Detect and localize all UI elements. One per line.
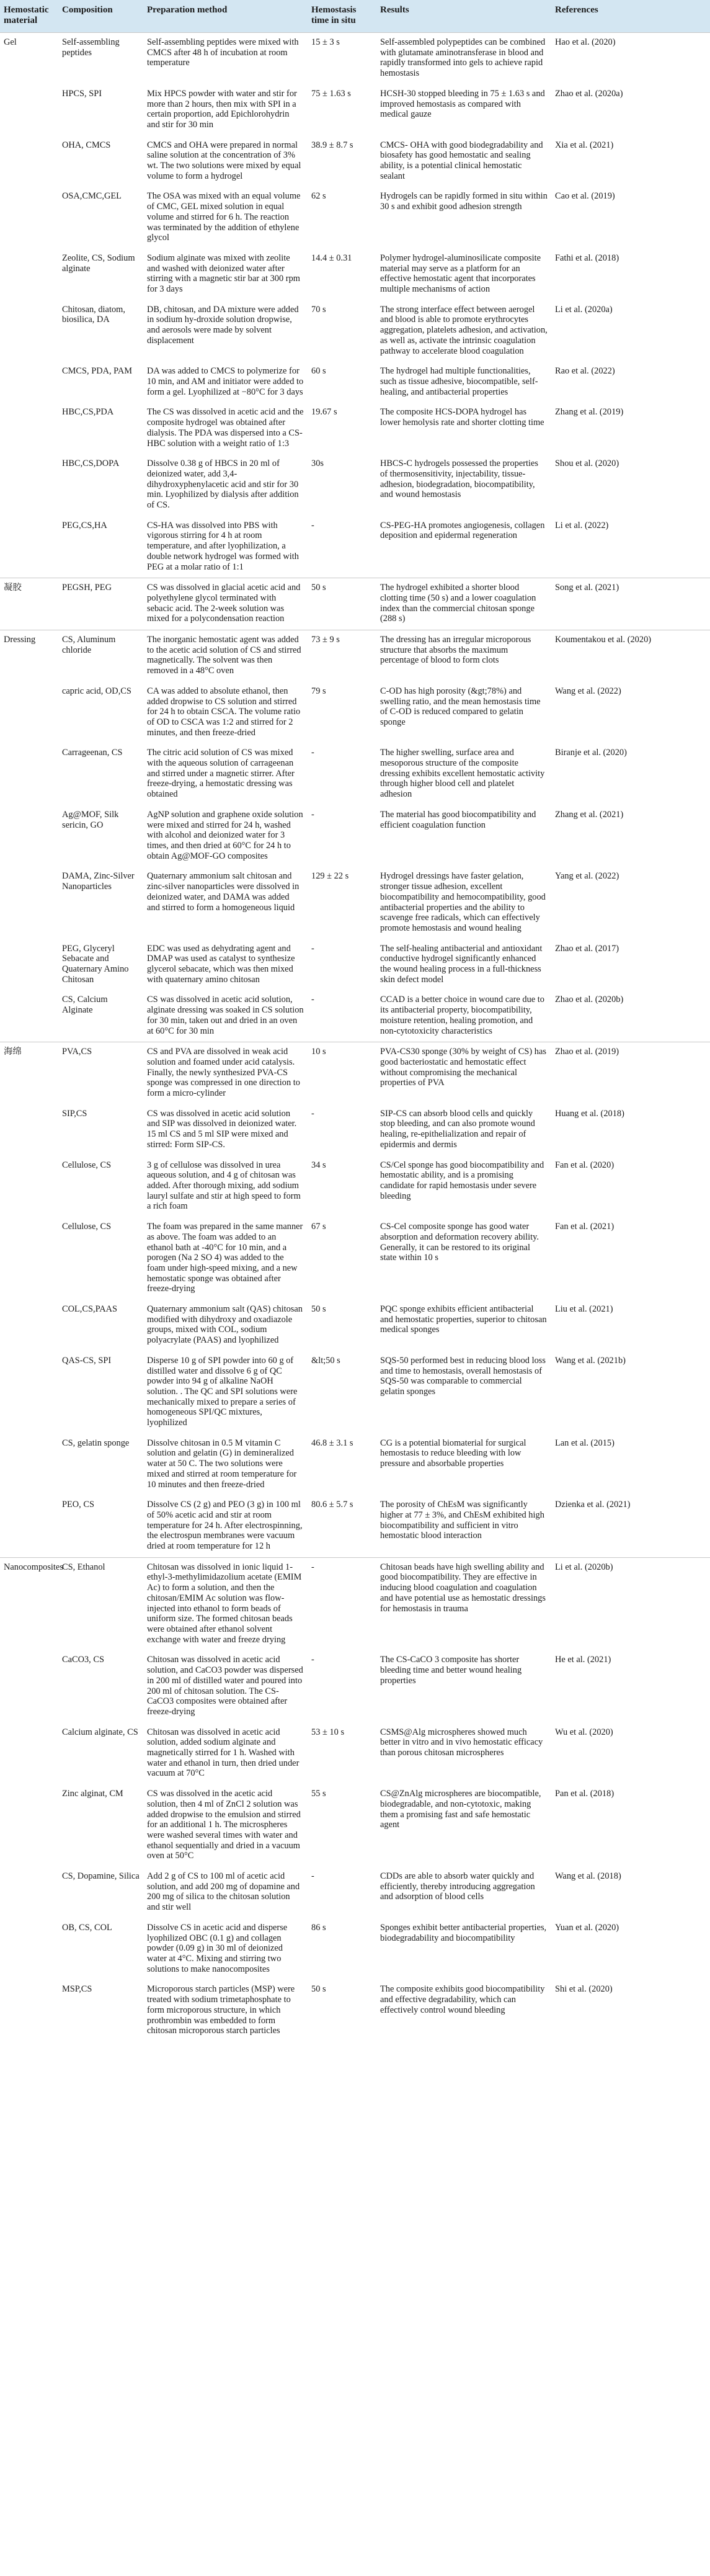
cell-results: CCAD is a better choice in wound care due to its antibacterial property, biocompatibility, moisture retention, healing promotion, and non-cytotoxicity characteristics <box>380 995 544 1036</box>
cell-preparation-method: Self-assembling peptides were mixed with CMCS after 48 h of incubation at room temperature <box>143 33 308 84</box>
table-row <box>0 805 710 867</box>
cell-results: CS-Cel composite sponge has good water absorption and deformation recovery ability. Generally, it can be restored to its original state within 10 s <box>380 1222 539 1263</box>
cell-results: The strong interface effect between aerogel and blood is able to promote erythrocytes aggregation, platelets adhesion, and activation, as well as, activate the intrinsic coagulation pathway to accelerate blood coagulation <box>380 304 548 356</box>
cell-reference: Wang et al. (2022) <box>555 686 621 696</box>
cell-hemostasis-time: 15 ± 3 s <box>308 33 376 84</box>
cell-hemostasis-time: 19.67 s <box>311 407 337 418</box>
cell-reference: Zhao et al. (2020b) <box>555 995 624 1005</box>
cell-composition: OSA,CMC,GEL <box>62 191 122 202</box>
cell-reference: Wang et al. (2018) <box>555 1871 621 1882</box>
table-row <box>0 578 710 630</box>
cell-reference: Koumentakou et al. (2020) <box>551 630 710 682</box>
cell-reference: Huang et al. (2018) <box>555 1108 624 1119</box>
cell-material: Gel <box>0 33 58 84</box>
cell-preparation-method: CS was dissolved in acetic acid solution, alginate dressing was soaked in CS solution for 30 min, taken out and dried in an oven at 60°C for 30 min <box>147 995 304 1036</box>
table-row <box>0 1042 710 1104</box>
cell-preparation-method: Chitosan was dissolved in acetic acid solution, added sodium alginate and magnetically stirred for 1 h. Washed with water and ethanol in turn, then dried under vacuum at 70°C <box>147 1727 300 1779</box>
cell-reference: Li et al. (2020b) <box>551 1557 710 1650</box>
cell-material <box>0 454 58 516</box>
header-row <box>0 0 710 33</box>
cell-reference: Wu et al. (2020) <box>555 1727 613 1737</box>
cell-hemostasis-time: 38.9 ± 8.7 s <box>311 140 353 150</box>
table-row <box>0 1434 710 1496</box>
cell-composition: CS, Ethanol <box>58 1557 143 1650</box>
cell-hemostasis-time: 75 ± 1.63 s <box>311 88 351 99</box>
cell-composition: SIP,CS <box>62 1108 87 1119</box>
table-row <box>0 990 710 1042</box>
cell-preparation-method: CS was dissolved in acetic acid solution and SIP was dissolved in deionized water. 15 ml CS and 5 ml SIP were mixed and stirred: Form SIP-CS. <box>147 1108 297 1150</box>
table-row <box>0 939 710 991</box>
cell-material <box>0 1723 58 1785</box>
cell-material <box>0 300 58 362</box>
cell-preparation-method: Add 2 g of CS to 100 ml of acetic acid solution, and add 200 mg of dopamine and 200 mg of silica to the chitosan solution and stir well <box>147 1871 300 1913</box>
cell-preparation-method: CA was added to absolute ethanol, then added dropwise to CS solution and stirred for 24 h to obtain CSCA. The volume ratio of OD to CSCA was 1:2 and stirred for 2 minutes, and then freeze-dried <box>147 686 301 738</box>
cell-composition: COL,CS,PAAS <box>62 1304 118 1315</box>
cell-composition: PEGSH, PEG <box>58 578 143 630</box>
cell-material: Dressing <box>0 630 58 682</box>
cell-preparation-method: The OSA was mixed with an equal volume of CMC, GEL mixed solution in equal volume and stirred for 6 h. The reaction was terminated by the addition of ethylene glycol <box>147 191 301 243</box>
table-row <box>0 136 710 187</box>
cell-material <box>0 805 58 867</box>
cell-results: The porosity of ChEsM was significantly higher at 77 ± 3%, and ChEsM exhibited high biocompatibility and sufficient in vitro hemostatic blood interaction <box>380 1500 544 1541</box>
header-hemostasis-time: Hemostasis time in situ <box>308 0 376 33</box>
cell-hemostasis-time: 55 s <box>311 1789 326 1799</box>
cell-material: Nanocomposites <box>0 1557 58 1650</box>
cell-composition: Carrageenan, CS <box>62 748 123 758</box>
table-row <box>0 1351 710 1434</box>
cell-preparation-method: 3 g of cellulose was dissolved in urea aqueous solution, and 4 g of chitosan was added. After thorough mixing, add sodium lauryl sulfate and stir at high speed to form a rich foam <box>147 1160 301 1212</box>
cell-preparation-method: Sodium alginate was mixed with zeolite and washed with deionized water after stirring with a magnetic stir bar at 300 rpm for 3 days <box>147 253 300 295</box>
cell-composition: Self-assembling peptides <box>58 33 143 84</box>
cell-composition: CS, Dopamine, Silica <box>62 1871 140 1882</box>
table-row <box>0 249 710 300</box>
cell-results: CMCS- OHA with good biodegradability and biosafety has good hemostatic and sealing ability, is a potential clinical hemostatic sealant <box>380 140 543 181</box>
cell-reference: Li et al. (2020a) <box>555 304 613 315</box>
table-row <box>0 1156 710 1218</box>
cell-results: Polymer hydrogel-aluminosilicate composite material may serve as a platform for an effective hemostatic agent that incorporates multiple mechanisms of action <box>380 253 541 295</box>
cell-hemostasis-time: 30s <box>311 458 324 469</box>
cell-preparation-method: Quaternary ammonium salt (QAS) chitosan modified with dihydroxy and oxadiazole groups, mixed with COL, sodium polyacrylate (PAAS) and lyophilized <box>147 1304 303 1346</box>
cell-results: HCSH-30 stopped bleeding in 75 ± 1.63 s and improved hemostasis as compared with medical gauze <box>380 88 545 120</box>
header-results: Results <box>376 0 551 33</box>
cell-composition: PEO, CS <box>62 1500 94 1510</box>
table-row <box>0 1867 710 1918</box>
table-row <box>0 33 710 84</box>
cell-reference: Yuan et al. (2020) <box>555 1922 619 1933</box>
cell-results: Self-assembled polypeptides can be combined with glutamate aminotransferase in blood and rapidly transformed into gels to achieve rapid hemostasis <box>376 33 551 84</box>
table-row <box>0 1217 710 1300</box>
cell-composition: PVA,CS <box>58 1042 143 1104</box>
cell-results: The composite exhibits good biocompatibility and effective degradability, which can effectively control wound bleeding <box>380 1984 545 2015</box>
cell-preparation-method: CS-HA was dissolved into PBS with vigorous stirring for 4 h at room temperature, and after lyophilization, a double network hydrogel was formed with PEG at a molar ratio of 1:1 <box>147 520 299 572</box>
cell-composition: Cellulose, CS <box>62 1222 112 1232</box>
table-row <box>0 630 710 682</box>
cell-reference: Song et al. (2021) <box>551 578 710 630</box>
cell-reference: Hao et al. (2020) <box>551 33 710 84</box>
cell-results: The hydrogel had multiple functionalities, such as tissue adhesive, biocompatible, self-healing, and antibacterial properties <box>380 366 538 397</box>
cell-material <box>0 1650 58 1722</box>
cell-reference: Pan et al. (2018) <box>555 1789 615 1799</box>
cell-hemostasis-time: 50 s <box>308 578 376 630</box>
cell-preparation-method: Chitosan was dissolved in acetic acid solution, and CaCO3 powder was dispersed in 200 ml of distilled water and poured into 200 ml of chitosan solution. The CS-CaCO3 composites were obtained after freeze-drying <box>147 1655 303 1717</box>
cell-hemostasis-time: 73 ± 9 s <box>308 630 376 682</box>
cell-results: C-OD has high porosity (&gt;78%) and swelling ratio, and the mean hemostasis time of C-OD is reduced compared to gelatin sponge <box>380 686 541 727</box>
cell-hemostasis-time: 62 s <box>311 191 326 202</box>
cell-results: CDDs are able to absorb water quickly and efficiently, thereby introducing aggregation and adsorption of blood cells <box>380 1871 535 1902</box>
header-composition: Composition <box>58 0 143 33</box>
table-row <box>0 1918 710 1980</box>
cell-hemostasis-time: - <box>311 520 314 530</box>
cell-hemostasis-time: - <box>311 1655 314 1665</box>
header-references: References <box>551 0 710 33</box>
cell-results: The CS-CaCO 3 composite has shorter bleeding time and better wound healing properties <box>380 1655 522 1686</box>
table-row <box>0 454 710 516</box>
cell-material <box>0 84 58 136</box>
cell-preparation-method: CS and PVA are dissolved in weak acid solution and foamed under acid catalysis. Finally, the newly synthesized PVA-CS sponge was compressed in one direction to form a micro-cylinder <box>143 1042 308 1104</box>
cell-results: CS@ZnAlg microspheres are biocompatible, biodegradable, and non-cytotoxic, making them a promising fast and safe hemostatic agent <box>380 1789 541 1830</box>
cell-composition: HPCS, SPI <box>62 88 102 99</box>
cell-preparation-method: Quaternary ammonium salt chitosan and zinc-silver nanoparticles were dissolved in deionized water, and DAMA was added and stirred to form a homogeneous liquid <box>147 871 300 913</box>
cell-results: SQS-50 performed best in reducing blood loss and time to hemostasis, overall hemostasis of SQS-50 was comparable to commercial gelatin sponges <box>380 1355 546 1397</box>
cell-reference: Lan et al. (2015) <box>555 1438 615 1448</box>
cell-composition: capric acid, OD,CS <box>62 686 131 696</box>
cell-composition: QAS-CS, SPI <box>62 1355 112 1366</box>
cell-material <box>0 403 58 454</box>
cell-reference: Biranje et al. (2020) <box>555 748 627 758</box>
table-row <box>0 403 710 454</box>
cell-hemostasis-time: 79 s <box>311 686 326 696</box>
table-row <box>0 362 710 403</box>
table-row <box>0 682 710 744</box>
cell-results: CS/Cel sponge has good biocompatibility and hemostatic ability, and is a promising candidate for rapid hemostasis under severe bleeding <box>380 1160 544 1201</box>
cell-hemostasis-time: - <box>311 809 314 820</box>
cell-reference: Fathi et al. (2018) <box>555 253 619 263</box>
cell-composition: Calcium alginate, CS <box>62 1727 138 1737</box>
cell-hemostasis-time: 34 s <box>311 1160 326 1170</box>
cell-composition: CMCS, PDA, PAM <box>62 366 133 377</box>
cell-composition: MSP,CS <box>62 1984 92 1995</box>
cell-preparation-method: Disperse 10 g of SPI powder into 60 g of distilled water and dissolve 6 g of QC powder into 94 g of alkaline NaOH solution. . The QC and SPI solutions were mechanically mixed to prepare a series of homogeneous SPI/QC mixtures, lyophilized <box>147 1355 298 1428</box>
cell-hemostasis-time: 10 s <box>308 1042 376 1104</box>
cell-reference: Zhang et al. (2021) <box>555 809 624 820</box>
cell-material <box>0 1300 58 1351</box>
cell-hemostasis-time: - <box>311 1108 314 1119</box>
cell-results: Hydrogels can be rapidly formed in situ within 30 s and exhibit good adhesion strength <box>380 191 548 212</box>
cell-composition: HBC,CS,PDA <box>62 407 114 418</box>
cell-reference: Zhao et al. (2019) <box>551 1042 710 1104</box>
cell-hemostasis-time: 86 s <box>311 1922 326 1933</box>
cell-material <box>0 1434 58 1496</box>
cell-results: The material has good biocompatibility and efficient coagulation function <box>380 809 536 830</box>
cell-material <box>0 1918 58 1980</box>
cell-preparation-method: Chitosan was dissolved in ionic liquid 1-ethyl-3-methylimidazolium acetate (EMIM Ac) to form a solution, and then the chitosan/EMIM Ac solution was flow-injected into ethanol to form beads of uniform size. The formed chitosan beads were obtained after ethanol solvent exchange with water and freeze drying <box>143 1557 308 1650</box>
cell-reference: Fan et al. (2020) <box>555 1160 615 1170</box>
table-row <box>0 1300 710 1351</box>
cell-composition: Zeolite, CS, Sodium alginate <box>62 253 135 274</box>
cell-material <box>0 1495 58 1557</box>
cell-reference: Zhang et al. (2019) <box>555 407 624 418</box>
cell-composition: CaCO3, CS <box>62 1655 104 1665</box>
cell-results: PVA-CS30 sponge (30% by weight of CS) has good bacteriostatic and hemostatic effect without compromising the mechanical properties of PVA <box>376 1042 551 1104</box>
cell-results: The dressing has an irregular microporous structure that absorbs the maximum percentage of blood to form clots <box>376 630 551 682</box>
table-body <box>0 33 710 2042</box>
cell-material <box>0 682 58 744</box>
cell-material <box>0 867 58 939</box>
cell-reference: Xia et al. (2021) <box>555 140 614 150</box>
cell-material: 凝胶 <box>0 578 58 630</box>
cell-composition: CS, Calcium Alginate <box>62 995 108 1016</box>
cell-material <box>0 939 58 991</box>
cell-reference: Liu et al. (2021) <box>555 1304 613 1315</box>
cell-reference: Li et al. (2022) <box>555 520 609 530</box>
cell-results: The hydrogel exhibited a shorter blood clotting time (50 s) and a lower coagulation index than the commercial chitosan sponge (288 s) <box>376 578 551 630</box>
cell-material <box>0 1867 58 1918</box>
cell-hemostasis-time: 50 s <box>311 1304 326 1315</box>
cell-reference: Dzienka et al. (2021) <box>555 1500 631 1510</box>
cell-material: 海绵 <box>0 1042 58 1104</box>
cell-results: Hydrogel dressings have faster gelation, stronger tissue adhesion, excellent biocompatibility and hemocompatibility, good antibacterial properties and the ability to scavenge free radicals, which can effectively promote hemostasis and wound healing <box>380 871 546 933</box>
cell-preparation-method: EDC was used as dehydrating agent and DMAP was used as catalyst to synthesize glycerol sebacate, which was then mixed with quaternary amino chitosan <box>147 943 295 985</box>
cell-hemostasis-time: 14.4 ± 0.31 <box>311 253 352 263</box>
cell-preparation-method: The foam was prepared in the same manner as above. The foam was added to an ethanol bath at -40°C for 10 min, and a porogen (Na 2 SO 4) was added to the foam under high-speed mixing, and a new hemostatic sponge was obtained after freeze-drying <box>147 1222 303 1294</box>
cell-results: PQC sponge exhibits efficient antibacterial and hemostatic properties, superior to chitosan medical sponges <box>380 1304 547 1335</box>
cell-reference: Wang et al. (2021b) <box>555 1355 626 1366</box>
cell-results: The self-healing antibacterial and antioxidant conductive hydrogel significantly enhanced the wound healing process in a full-thickness skin defect model <box>380 943 543 985</box>
cell-preparation-method: Dissolve 0.38 g of HBCS in 20 ml of deionized water, add 3,4-dihydroxyphenylacetic acid and stir for 30 min. Lyophilized by dialysis after addition of CS. <box>147 458 299 511</box>
cell-results: CSMS@Alg microspheres showed much better in vitro and in vivo hemostatic efficacy than porous chitosan microspheres <box>380 1727 543 1758</box>
cell-results: CS-PEG-HA promotes angiogenesis, collagen deposition and epidermal regeneration <box>380 520 545 541</box>
table-row <box>0 1784 710 1867</box>
cell-preparation-method: CS was dissolved in glacial acetic acid and polyethylene glycol terminated with sebacic acid. The 2-week solution was mixed for a polycondensation reaction <box>143 578 308 630</box>
cell-material <box>0 187 58 249</box>
cell-reference: He et al. (2021) <box>555 1655 611 1665</box>
cell-preparation-method: AgNP solution and graphene oxide solution were mixed and stirred for 24 h, washed with alcohol and deionized water for 3 times, and then dried at 60°C for 24 h to obtain Ag@MOF-GO composites <box>147 809 303 861</box>
cell-hemostasis-time: - <box>311 995 314 1005</box>
cell-hemostasis-time: 67 s <box>311 1222 326 1232</box>
cell-hemostasis-time: - <box>311 748 314 758</box>
cell-composition: OHA, CMCS <box>62 140 111 150</box>
cell-hemostasis-time: 129 ± 22 s <box>311 871 349 882</box>
cell-hemostasis-time: 80.6 ± 5.7 s <box>311 1500 353 1510</box>
cell-composition: PEG, Glyceryl Sebacate and Quaternary Amino Chitosan <box>62 943 129 985</box>
cell-preparation-method: Mix HPCS powder with water and stir for more than 2 hours, then mix with SPI in a certain proportion, add Epichlorohydrin and stir for 30 min <box>147 88 297 130</box>
cell-material <box>0 249 58 300</box>
cell-material <box>0 1156 58 1218</box>
cell-results: CG is a potential biomaterial for surgical hemostasis to reduce bleeding with low pressure and absorbable properties <box>380 1438 526 1469</box>
cell-material <box>0 516 58 578</box>
cell-preparation-method: DA was added to CMCS to polymerize for 10 min, and AM and initiator were added to form a gel. Lyophilized at −80°C for 3 days <box>147 366 304 397</box>
cell-hemostasis-time: 53 ± 10 s <box>311 1727 345 1737</box>
cell-material <box>0 362 58 403</box>
cell-composition: OB, CS, COL <box>62 1922 112 1933</box>
cell-composition: Chitosan, diatom, biosilica, DA <box>62 304 125 325</box>
cell-preparation-method: Microporous starch particles (MSP) were treated with sodium trimetaphosphate to form microporous structure, in which prothrombin was embedded to form chitosan microporous starch particles <box>147 1984 295 2036</box>
cell-composition: PEG,CS,HA <box>62 520 107 530</box>
cell-preparation-method: DB, chitosan, and DA mixture were added in sodium hy-droxide solution dropwise, and aerosols were made by solvent displacement <box>147 304 299 346</box>
cell-reference: Rao et al. (2022) <box>555 366 615 377</box>
table-row <box>0 84 710 136</box>
cell-reference: Zhao et al. (2017) <box>555 943 619 954</box>
cell-hemostasis-time: 60 s <box>311 366 326 377</box>
cell-composition: Cellulose, CS <box>62 1160 112 1170</box>
header-material: Hemostatic material <box>0 0 58 33</box>
cell-results: Sponges exhibit better antibacterial properties, biodegradability and biocompatibility <box>380 1922 547 1943</box>
cell-reference: Zhao et al. (2020a) <box>555 88 623 99</box>
cell-preparation-method: Dissolve chitosan in 0.5 M vitamin C solution and gelatin (G) in demineralized water at 50 C. The two solutions were mixed and stirred at room temperature for 10 minutes and then freeze-dried <box>147 1438 297 1490</box>
cell-preparation-method: The CS was dissolved in acetic acid and the composite hydrogel was obtained after dialysis. The PDA was dispersed into a CS-HBC solution with a weight ratio of 1:3 <box>147 407 304 449</box>
table-row <box>0 743 710 805</box>
cell-hemostasis-time: - <box>308 1557 376 1650</box>
cell-preparation-method: CMCS and OHA were prepared in normal saline solution at the concentration of 3% wt. The two solutions were mixed by equal volume to form a hydrogel <box>147 140 301 181</box>
cell-results: The composite HCS-DOPA hydrogel has lower hemolysis rate and shorter clotting time <box>380 407 544 428</box>
header-preparation-method: Preparation method <box>143 0 308 33</box>
cell-material <box>0 136 58 187</box>
cell-composition: Zinc alginat, CM <box>62 1789 123 1799</box>
table-row <box>0 1723 710 1785</box>
cell-results: The higher swelling, surface area and mesoporous structure of the composite dressing exhibits excellent hemostatic activity through higher blood cell and platelet adhesion <box>380 748 545 800</box>
table-row <box>0 867 710 939</box>
cell-hemostasis-time: 50 s <box>311 1984 326 1995</box>
cell-results: Chitosan beads have high swelling ability and good biocompatibility. They are effective in inducing blood coagulation and coagulation and have potential use as hemostatic dressings for hemostasis in trauma <box>376 1557 551 1650</box>
cell-composition: Ag@MOF, Silk sericin, GO <box>62 809 119 830</box>
cell-hemostasis-time: &lt;50 s <box>311 1355 340 1366</box>
cell-preparation-method: CS was dissolved in the acetic acid solution, then 4 ml of ZnCl 2 solution was added dropwise to the emulsion and stirred for an additional 1 h. The microspheres were washed several times with water and ethanol sequentially and dried in a vacuum oven at 50°C <box>147 1789 301 1861</box>
cell-results: HBCS-C hydrogels possessed the properties of thermosensitivity, injectability, tissue-adhesion, biodegradation, biocompatibility, and wound hemostasis <box>380 458 539 500</box>
cell-material <box>0 990 58 1042</box>
cell-composition: CS, gelatin sponge <box>62 1438 130 1448</box>
table-row <box>0 187 710 249</box>
cell-reference: Yang et al. (2022) <box>555 871 619 882</box>
cell-preparation-method: Dissolve CS in acetic acid and disperse lyophilized OBC (0.1 g) and collagen powder (0.09 g) in 30 ml of deionized water at 4°C. Mixing and stirring two solutions to make nanocomposites <box>147 1922 288 1974</box>
cell-preparation-method: The inorganic hemostatic agent was added to the acetic acid solution of CS and stirred magnetically. The solvent was then removed in a 48°C oven <box>143 630 308 682</box>
cell-material <box>0 1980 58 2042</box>
table-row <box>0 1104 710 1156</box>
cell-results: SIP-CS can absorb blood cells and quickly stop bleeding, and can also promote wound healing, re-epithelialization and repair of epidermis and dermis <box>380 1108 535 1150</box>
cell-preparation-method: Dissolve CS (2 g) and PEO (3 g) in 100 ml of 50% acetic acid and stir at room temperature for 24 h. After electrospinning, the electrospun membranes were vacuum dried at room temperature for 12 h <box>147 1500 303 1552</box>
cell-reference: Fan et al. (2021) <box>555 1222 615 1232</box>
cell-hemostasis-time: - <box>311 1871 314 1882</box>
cell-material <box>0 1104 58 1156</box>
cell-hemostasis-time: 46.8 ± 3.1 s <box>311 1438 353 1448</box>
cell-reference: Cao et al. (2019) <box>555 191 615 202</box>
cell-preparation-method: The citric acid solution of CS was mixed with the aqueous solution of carrageenan and stirred under a magnetic stirrer. After freeze-drying, a hemostatic dressing was obtained <box>147 748 295 800</box>
table-row <box>0 1650 710 1722</box>
cell-material <box>0 1784 58 1867</box>
table-row <box>0 1557 710 1650</box>
cell-composition: HBC,CS,DOPA <box>62 458 120 469</box>
table-row <box>0 1495 710 1557</box>
cell-hemostasis-time: 70 s <box>311 304 326 315</box>
cell-composition: CS, Aluminum chloride <box>58 630 143 682</box>
cell-reference: Shi et al. (2020) <box>555 1984 613 1995</box>
table-row <box>0 516 710 578</box>
cell-material <box>0 743 58 805</box>
cell-material <box>0 1351 58 1434</box>
cell-reference: Shou et al. (2020) <box>555 458 619 469</box>
table-row <box>0 300 710 362</box>
table-row <box>0 1980 710 2042</box>
cell-hemostasis-time: - <box>311 943 314 954</box>
cell-material <box>0 1217 58 1300</box>
cell-composition: DAMA, Zinc-Silver Nanoparticles <box>62 871 135 892</box>
